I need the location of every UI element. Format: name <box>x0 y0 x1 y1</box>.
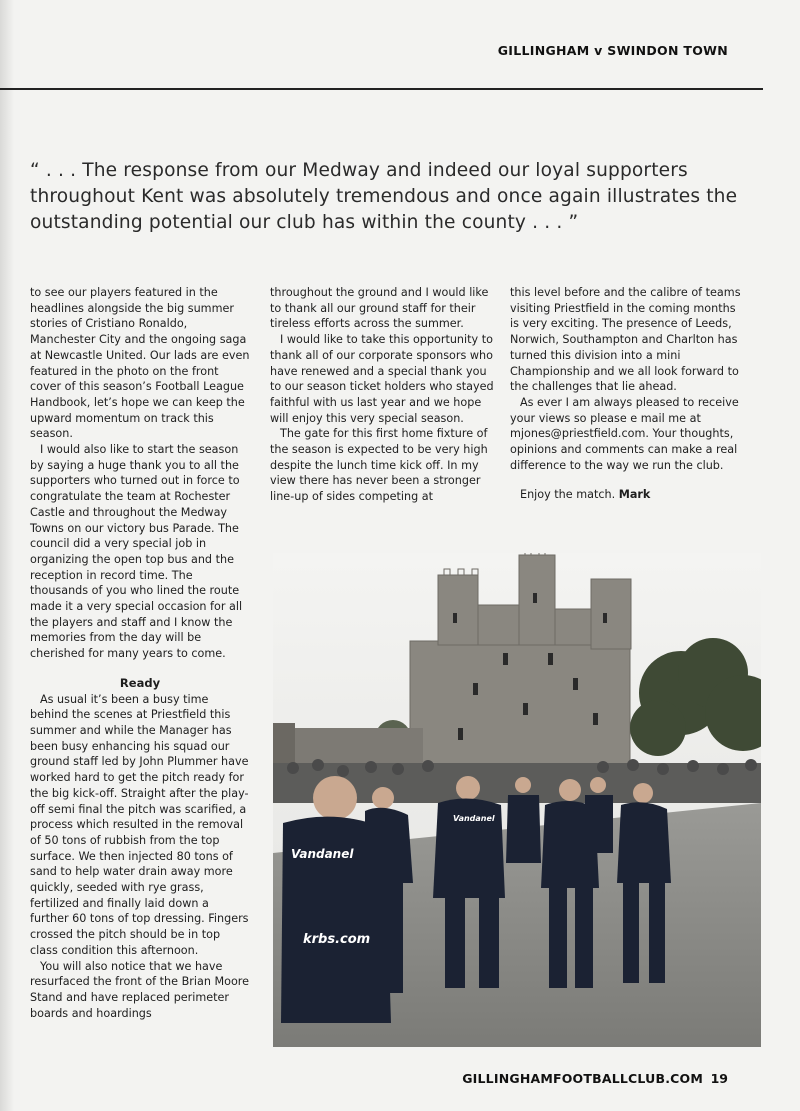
shirt-sponsor-text: Vandanel <box>453 814 495 823</box>
photo-castle-parade-icon <box>273 553 761 1047</box>
page-number: 19 <box>710 1071 728 1086</box>
paragraph: You will also notice that we have resurfaced the front of the Brian Moore Stand and have replaced perimeter boards and hoardings <box>30 959 250 1020</box>
page-gutter-shadow <box>0 0 14 1111</box>
article-column-3 <box>510 285 746 503</box>
subheading: Ready <box>119 675 161 690</box>
shirt-sponsor-text: Vandanel <box>291 847 354 861</box>
paragraph: As ever I am always pleased to receive your views so please e mail me at mjones@priestfield.com. Your thoughts, opinions and comments can make a real difference to the way we run the club. <box>510 395 739 472</box>
paragraph: to see our players featured in the headlines alongside the big summer stories of Cristiano Ronaldo, Manchester City and the ongoing saga at Newcastle United. Our lads are even featured in the photo on the front cover of this season’s Football League Handbook, let’s hope we can keep the upward momentum on track this season. <box>30 286 250 441</box>
sign-off-name: Mark <box>618 488 651 502</box>
header-rule <box>0 88 763 90</box>
sign-off <box>510 487 746 503</box>
paragraph: As usual it’s been a busy time behind the scenes at Priestfield this summer and while the Manager has been busy enhancing his squad our ground staff led by John Plummer have worked hard to get the pitch ready for the big kick-off. Straight after the play-off semi final the pitch was scarified, a process which resulted in the removal of 50 tons of rubbish from the top surface. We then injected 80 tons of sand to help water drain away more quickly, seeded with rye grass, fertilized and finally laid down a further 60 tons of top dressing. Fingers crossed the pitch should be in top class condition this afternoon. <box>30 692 249 957</box>
article-column-1 <box>30 285 250 1021</box>
shirt-sponsor-text: krbs.com <box>303 932 371 947</box>
paragraph: throughout the ground and I would like to thank all our ground staff for their tireless efforts across the summer. <box>270 286 489 331</box>
sign-off-text: Enjoy the match. <box>520 488 616 502</box>
castle-keep <box>410 553 631 781</box>
paragraph: I would like to take this opportunity to thank all of our corporate sponsors who have renewed and a special thank you to our season ticket holders who stayed faithful with us last year and we hope will enjoy this very special season. <box>270 333 494 425</box>
pull-quote: “ . . . The response from our Medway and indeed our loyal supporters throughout Kent was absolutely tremendous and once again illustrates the outstanding potential our club has within the county . . . ” <box>30 160 738 233</box>
paragraph: I would also like to start the season by saying a huge thank you to all the supporters who turned out in force to congratulate the team at Rochester Castle and throughout the Medway Towns on our victory bus Parade. The council did a very special job in organizing the open top bus and the reception in record time. The thousands of you who lined the route made it a very special occasion for all the players and staff and I know the memories from the day will be cherished for many years to come. <box>30 443 243 661</box>
footer-website: GILLINGHAMFOOTBALLCLUB.COM <box>462 1071 703 1086</box>
article-column-2 <box>270 285 498 505</box>
header-title: GILLINGHAM v SWINDON TOWN <box>497 43 728 58</box>
paragraph: this level before and the calibre of teams visiting Priestfield in the coming months is very exciting. The presence of Leeds, Norwich, Southampton and Charlton has turned this division into a mini Championship and we all look forward to the challenges that lie ahead. <box>510 286 741 394</box>
castle-parade-photo <box>273 553 761 1047</box>
paragraph: The gate for this first home fixture of the season is expected to be very high despite the lunch time kick off. In my view there has never been a stronger line-up of sides competing at <box>270 427 488 504</box>
